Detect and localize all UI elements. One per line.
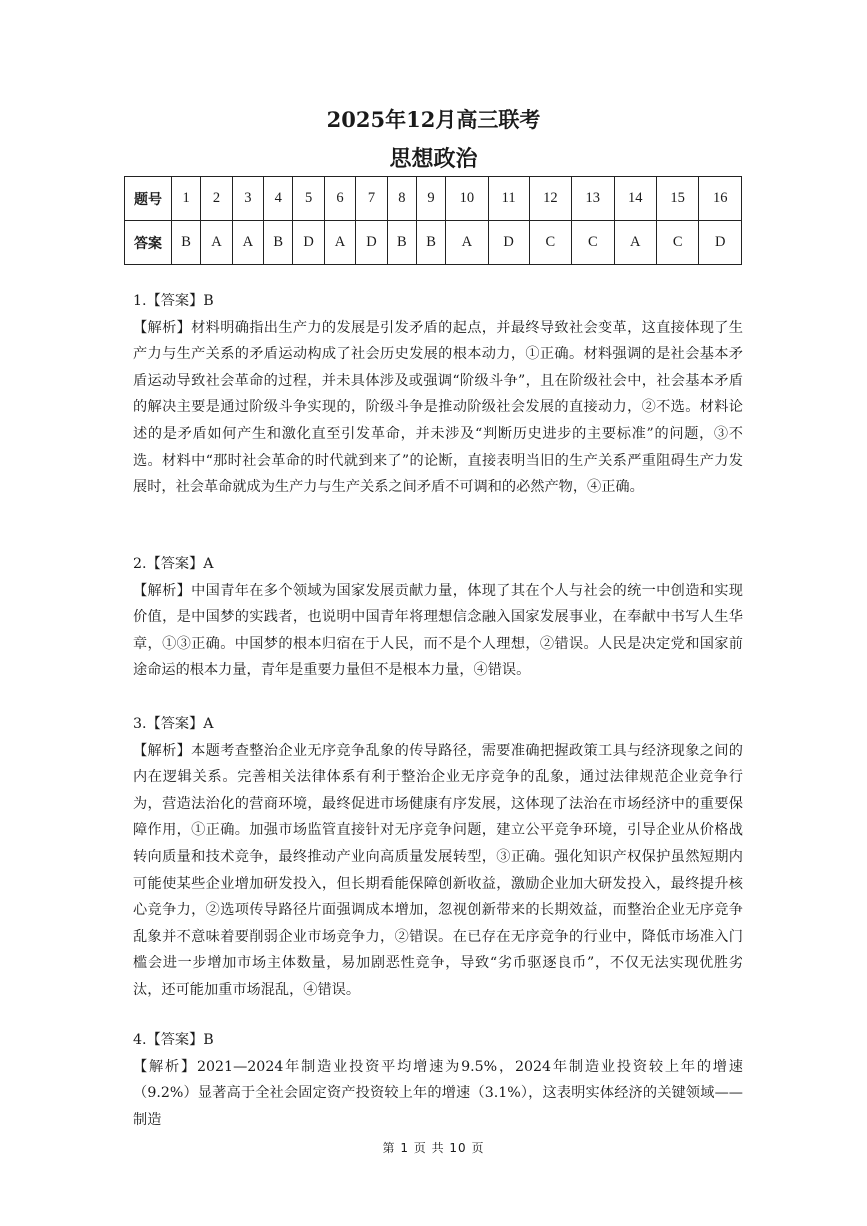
question-number: 13 [572,177,614,221]
question-number: 15 [656,177,698,221]
question-number: 7 [356,177,387,221]
answer-heading: 2.【答案】A [133,556,214,572]
question-number: 12 [529,177,571,221]
answer-heading: 4.【答案】B [133,1032,214,1048]
page-footer: 第 1 页 共 10 页 [382,1141,485,1155]
answer-heading: 3.【答案】A [133,716,214,732]
row-label-answer: 答案 [125,221,172,265]
question-number: 16 [699,177,742,221]
question-number: 2 [201,177,232,221]
answer-table [124,176,742,265]
answer-cell: A [446,221,488,265]
question-number: 1 [172,177,201,221]
answer-cell: D [488,221,529,265]
question-number: 3 [232,177,263,221]
answer-cell: A [614,221,656,265]
answer-row [125,221,742,265]
answer-cell: D [356,221,387,265]
answer-cell: D [699,221,742,265]
exam-title: 2025年12月高三联考 [326,107,541,132]
question-number: 5 [293,177,324,221]
answer-cell: C [572,221,614,265]
row-label-number: 题号 [125,177,172,221]
question-number: 6 [324,177,355,221]
answer-cell: D [293,221,324,265]
answer-cell: A [201,221,232,265]
analysis-text: 【解析】中国青年在多个领域为国家发展贡献力量，体现了其在个人与社会的统一中创造和实现价值，是中国梦的实践者，也说明中国青年将理想信念融入国家发展事业，在奉献中书写人生华章，①③正确。中国梦的根本归宿在于人民，而不是个人理想，②错误。人民是决定党和国家前途命运的根本力量，青年是重要力量但不是根本力量，④错误。 [133,582,743,679]
answer-cell: B [264,221,293,265]
question-number: 10 [446,177,488,221]
question-block [133,1027,743,1133]
answer-cell: B [387,221,416,265]
analysis-text: 【解析】本题考查整治企业无序竞争乱象的传导路径，需要准确把握政策工具与经济现象之间的内在逻辑关系。完善相关法律体系有利于整治企业无序竞争的乱象，通过法律规范企业竞争行为，营造法治化的营商环境，最终促进市场健康有序发展，这体现了法治在市场经济中的重要保障作用，①正确。加强市场监管直接针对无序竞争问题，建立公平竞争环境，引导企业从价格战转向质量和技术竞争，最终推动产业向高质量发展转型，③正确。强化知识产权保护虽然短期内可能使某些企业增加研发投入，但长期看能保障创新收益，激励企业加大研发投入，最终提升核心竞争力，②选项传导路径片面强调成本增加，忽视创新带来的长期效益，而整治企业无序竞争乱象并不意味着要削弱企业市场竞争力，②错误。在已存在无序竞争的行业中，降低市场准入门槛会进一步增加市场主体数量，易加剧恶性竞争，导致“劣币驱逐良币”，不仅无法实现优胜劣汰，还可能加重市场混乱，④错误。 [133,742,743,998]
question-block [133,288,743,501]
question-block [133,551,743,684]
answer-cell: A [232,221,263,265]
subject-title: 思想政治 [389,146,478,172]
answer-cell: C [529,221,571,265]
answer-heading: 1.【答案】B [133,293,214,309]
question-number: 11 [488,177,529,221]
answer-cell: B [416,221,445,265]
analysis-text: 【解析】2021—2024年制造业投资平均增速为9.5%，2024年制造业投资较上年的增速（9.2%）显著高于全社会固定资产投资较上年的增速（3.1%），这表明实体经济的关键领域——制造 [133,1058,743,1128]
question-number: 9 [416,177,445,221]
answer-cell: B [172,221,201,265]
answer-cell: A [324,221,355,265]
question-block [133,711,743,1004]
analysis-text: 【解析】材料明确指出生产力的发展是引发矛盾的起点，并最终导致社会变革，这直接体现了生产力与生产关系的矛盾运动构成了社会历史发展的根本动力，①正确。材料强调的是社会基本矛盾运动导致社会革命的过程，并未具体涉及或强调“阶级斗争”，且在阶级社会中，社会基本矛盾的解决主要是通过阶级斗争实现的，阶级斗争是推动阶级社会发展的直接动力，②不选。材料论述的是矛盾如何产生和激化直至引发革命，并未涉及“判断历史进步的主要标准”的问题，③不选。材料中“那时社会革命的时代就到来了”的论断，直接表明当旧的生产关系严重阻碍生产力发展时，社会革命就成为生产力与生产关系之间矛盾不可调和的必然产物，④正确。 [133,319,743,496]
question-number: 4 [264,177,293,221]
question-number: 14 [614,177,656,221]
answer-cell: C [656,221,698,265]
question-number-row [125,177,742,221]
question-number: 8 [387,177,416,221]
